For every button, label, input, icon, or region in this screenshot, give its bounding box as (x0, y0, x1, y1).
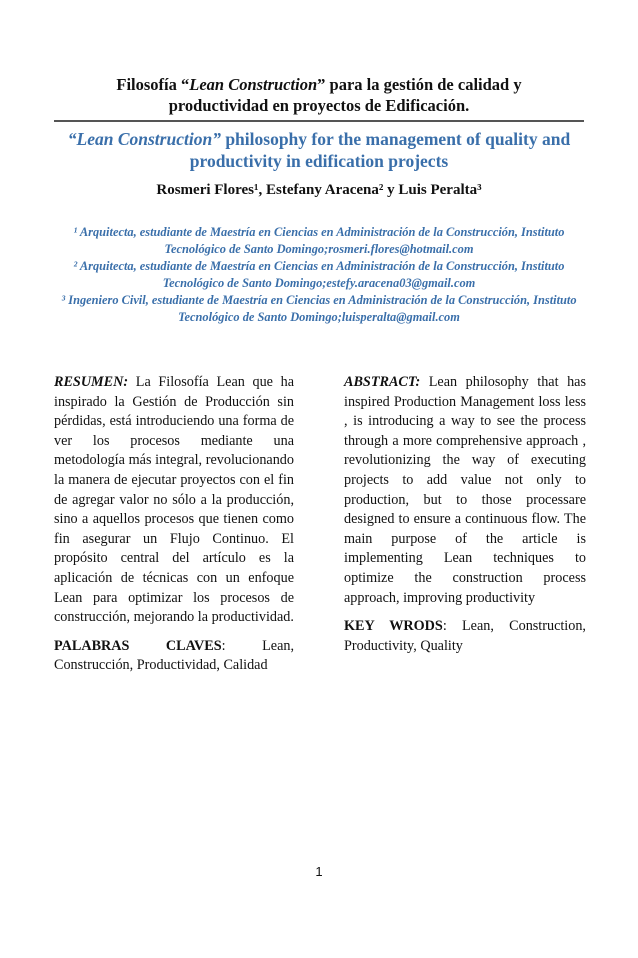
spanish-title-prefix: Filosofía “ (116, 75, 190, 94)
abstract-label: ABSTRACT: (344, 374, 421, 390)
affiliation-2: ² Arquitecta, estudiante de Maestría en Ciencias en Administración de la Construcción, Instituto Tecnológico de Santo Domingo;estefy.aracena03@gmail.com (73, 259, 565, 290)
abstract-paragraph (344, 373, 586, 608)
english-title-line1-rest: philosophy for the management of quality and (220, 129, 571, 149)
resumen-text: La Filosofía Lean que ha inspirado la Gestión de Producción sin pérdidas, está introduciendo una forma de ver los procesos mediante una metodología más integral, revolucionando la manera de ejecutar proyectos con el fin de agregar valor no sólo a la producción, sino a aquellos procesos que tienen como fin asegurar un Flujo Continuo. El propósito central del artículo es la aplicación de técnicas con un enfoque Lean para optimizar los procesos de construcción, mejorando la productividad. (54, 374, 294, 626)
spanish-title-italic: Lean Construction (189, 75, 318, 94)
english-title-italic: “Lean Construction” (67, 129, 221, 149)
palabras-claves-paragraph (54, 637, 294, 676)
resumen-label: RESUMEN: (54, 374, 129, 390)
authors: Rosmeri Flores¹, Estefany Aracena² y Luis Peralta³ (156, 182, 482, 198)
page-number: 1 (315, 864, 323, 879)
spanish-title-line2: productividad en proyectos de Edificación. (168, 96, 470, 115)
spanish-title-line1-rest: ” para la gestión de calidad y (317, 75, 522, 94)
abstract-text: Lean philosophy that has inspired Production Management loss less , is introducing a way to see the process through a more comprehensive approach , revolutionizing the way of executing projects to add value not only to production, but to those processare designed to ensure a continuous flow. The main purpose of the article is implementing Lean techniques to optimize the construction process approach, improving productivity (344, 374, 586, 606)
resumen-paragraph (54, 373, 294, 628)
english-title-line2: productivity in edification projects (189, 151, 449, 171)
keywords-paragraph (344, 617, 586, 656)
title-divider (54, 120, 584, 122)
keywords-label: KEY WRODS (344, 618, 443, 635)
affiliation-3: ³ Ingeniero Civil, estudiante de Maestría en Ciencias en Administración de la Construcción, Instituto Tecnológico de Santo Domingo;luisperalta@gmail.com (61, 293, 577, 324)
spanish-title (60, 74, 578, 116)
keywords-text: : Lean, Construction, Productivity, Quality (344, 618, 586, 654)
palabras-claves-label: PALABRAS CLAVES (54, 637, 222, 654)
affiliation-1: ¹ Arquitecta, estudiante de Maestría en Ciencias en Administración de la Construcción, Instituto Tecnológico de Santo Domingo;rosmeri.flores@hotmail.com (73, 225, 565, 256)
spanish-abstract-column (54, 373, 294, 676)
palabras-claves-text: : Lean, Construcción, Productividad, Calidad (54, 637, 295, 674)
english-abstract-column (344, 373, 586, 656)
english-title (40, 128, 598, 172)
affiliations (48, 224, 590, 326)
